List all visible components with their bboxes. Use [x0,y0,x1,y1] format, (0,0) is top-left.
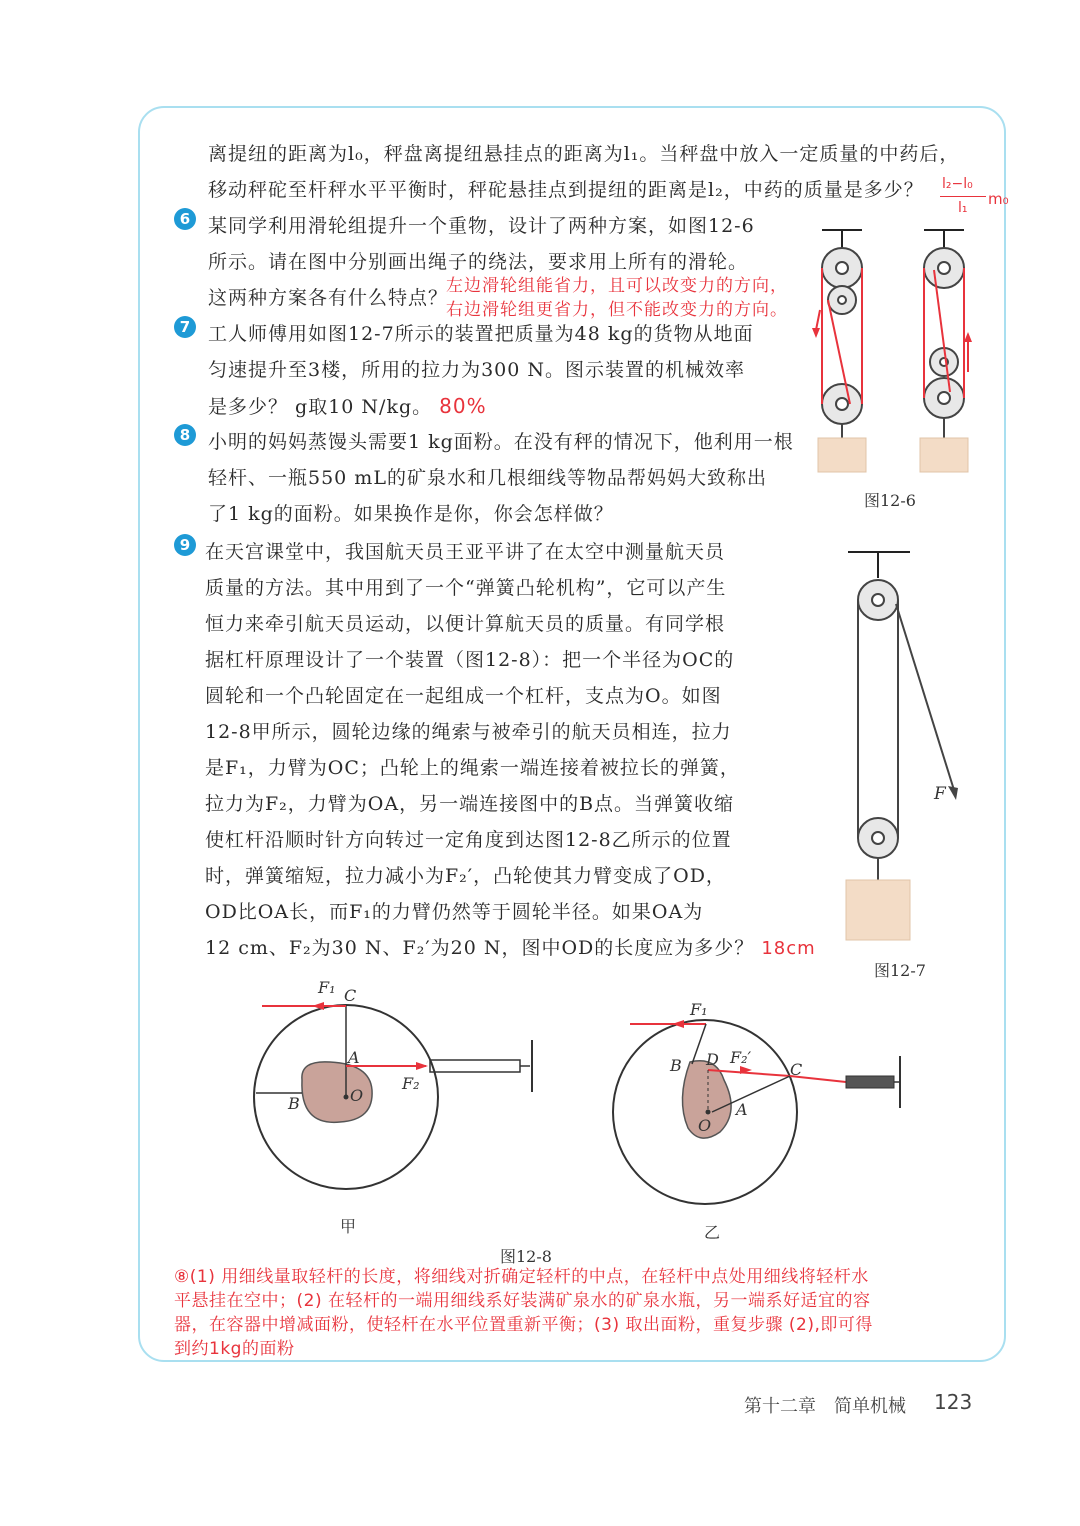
q9-line: 圆轮和一个凸轮固定在一起组成一个杠杆，支点为O。如图 [205,685,722,707]
answer8-line: 到约1kg的面粉 [174,1339,295,1359]
fig12-8-yi-caption: 乙 [704,1223,721,1242]
fig12-8-yi-D: D [706,1050,719,1069]
fig12-8-jia-A: A [348,1048,360,1067]
q5-line2: 移动秤砣至杆秤水平平衡时，秤砣悬挂点到提纽的距离是l₂，中药的质量是多少？ [208,179,924,201]
q9-answer: 18cm [761,938,816,959]
q8-line1: 小明的妈妈蒸馒头需要1 kg面粉。在没有秤的情况下，他利用一根 [208,431,794,453]
q7-line2: 匀速提升至3楼，所用的拉力为300 N。图示装置的机械效率 [208,359,746,381]
fig12-6-caption: 图12-6 [864,491,916,510]
q9-line: 拉力为F₂，力臂为OA，另一端连接图中的B点。当弹簧收缩 [205,793,735,815]
q5-line1: 离提纽的距离为l₀，秤盘离提纽悬挂点的距离为l₁。当秤盘中放入一定质量的中药后， [208,143,960,165]
q6-answer-line2: 右边滑轮组更省力，但不能改变力的方向。 [446,300,788,320]
fig12-8-jia-B: B [288,1094,300,1113]
fig12-8-yi-O: O [698,1116,712,1135]
q9-number-badge: 9 [174,534,196,556]
q7-answer: 80% [439,394,487,418]
q9-line: 是F₁，力臂为OC；凸轮上的绳索一端连接着被拉长的弹簧， [205,757,740,779]
q9-line: 据杠杆原理设计了一个装置（图12-8）：把一个半径为OC的 [205,649,735,671]
q6-number-badge: 6 [174,208,196,230]
fig12-8-jia-C: C [344,986,357,1005]
fig12-8-jia-caption: 甲 [340,1217,357,1236]
fig12-7-caption: 图12-7 [874,961,926,980]
fig12-8-yi-F1: F₁ [690,1000,708,1019]
q6-line3: 这两种方案各有什么特点？ [208,287,449,309]
q8-number-badge: 8 [174,424,196,446]
q6-answer-line1: 左边滑轮组能省力，且可以改变力的方向， [446,276,788,296]
fig12-8-jia-O: O [350,1086,364,1105]
q7-line1: 工人师傅用如图12-7所示的装置把质量为48 kg的货物从地面 [208,323,754,345]
fig12-8-jia-F1: F₁ [318,978,336,997]
q9-line: 质量的方法。其中用到了一个“弹簧凸轮机构”，它可以产生 [205,577,727,599]
q8-line3: 了1 kg的面粉。如果换作是你，你会怎样做？ [208,503,614,525]
q9-line: 在天宫课堂中，我国航天员王亚平讲了在太空中测量航天员 [205,541,726,563]
q5-answer-denominator: l₁ [958,200,968,216]
q7-number-badge: 7 [174,316,196,338]
fig12-7-force-label: F [934,784,946,804]
q9-line: 时，弹簧缩短，拉力减小为F₂′，凸轮使其力臂变成了OD， [205,865,726,887]
answer8-line: 器，在容器中增减面粉，使轻杆在水平位置重新平衡；(3) 取出面粉，重复步骤 (2),即可得 [174,1315,873,1335]
q9-line: 12-8甲所示，圆轮边缘的绳索与被牵引的航天员相连，拉力 [205,721,732,743]
q5-answer-numerator: l₂−l₀ [942,176,973,192]
q6-line2: 所示。请在图中分别画出绳子的绕法，要求用上所有的滑轮。 [208,251,749,273]
fig12-8-caption: 图12-8 [500,1247,552,1266]
q9-line: 使杠杆沿顺时针方向转过一定角度到达图12-8乙所示的位置 [205,829,732,851]
chapter-title: 第十二章 简单机械 [744,1396,906,1417]
fig12-8-yi-B: B [670,1056,682,1075]
fig12-8-yi-C: C [790,1060,803,1079]
fig12-8-yi-F2-prime: F₂′ [730,1048,752,1067]
answer8-line: 平悬挂在空中；(2) 在轻杆的一端用细线系好装满矿泉水的矿泉水瓶，另一端系好适宜的容 [174,1291,871,1311]
fig12-8-yi-A: A [736,1100,748,1119]
answer8-line: ⑧(1) 用细线量取轻杆的长度，将细线对折确定轻杆的中点，在轻杆中点处用细线将轻杆水 [174,1267,869,1287]
fig12-8-jia-F2: F₂ [402,1074,420,1093]
q8-line2: 轻杆、一瓶550 mL的矿泉水和几根细线等物品帮妈妈大致称出 [208,467,767,489]
q9-line: 恒力来牵引航天员运动，以便计算航天员的质量。有同学根 [205,613,726,635]
q5-answer-tail: m₀ [988,190,1009,208]
page-number: 123 [934,1390,973,1414]
q7-line3-text: 是多少？ g取10 N/kg。 [208,396,433,418]
q9-line-last-text: 12 cm、F₂为30 N、F₂′为20 N，图中OD的长度应为多少？ [205,937,755,959]
q9-line: OD比OA长，而F₁的力臂仍然等于圆轮半径。如果OA为 [205,901,704,923]
q6-line1: 某同学利用滑轮组提升一个重物，设计了两种方案，如图12-6 [208,215,755,237]
